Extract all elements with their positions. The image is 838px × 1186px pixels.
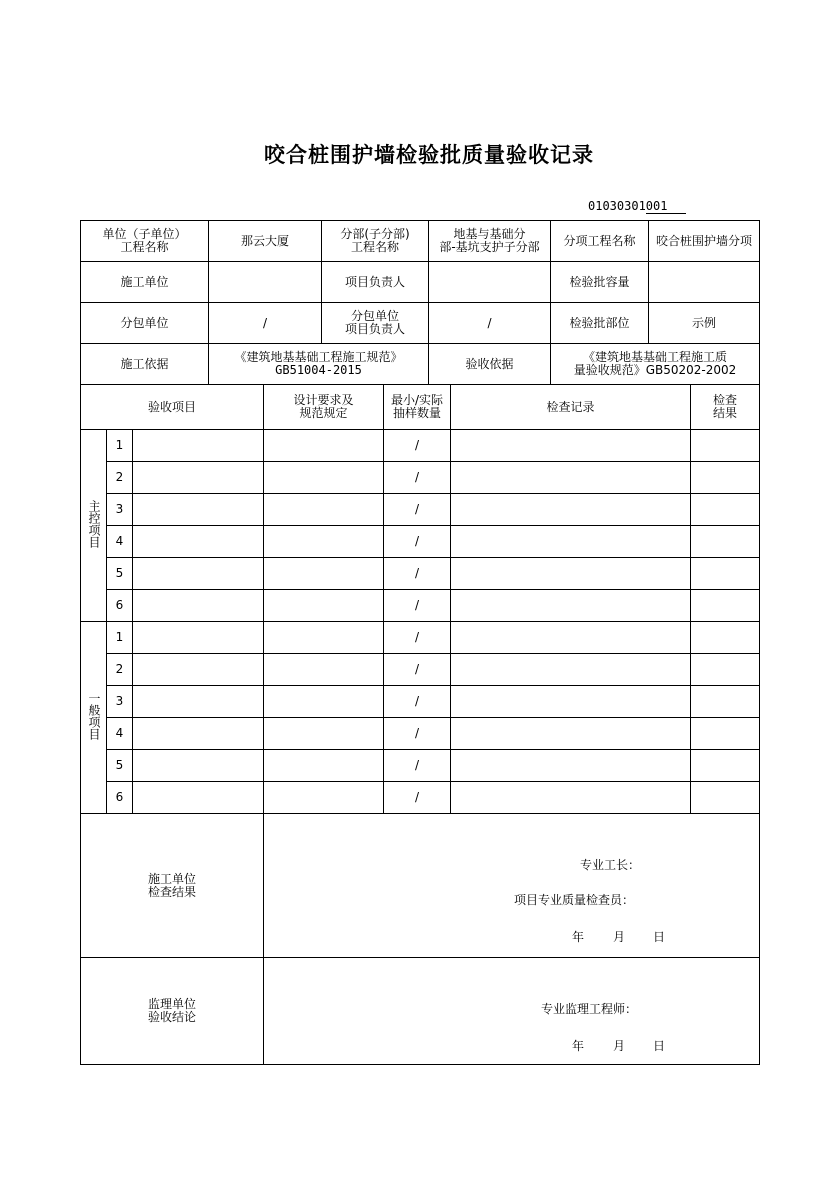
record-cell[interactable] bbox=[451, 686, 691, 718]
col-design-line2: 规范规定 bbox=[299, 406, 348, 420]
basis-value-line2: GB51004-2015 bbox=[275, 363, 362, 377]
item-name-value[interactable]: 咬合桩围护墙分项 bbox=[649, 221, 760, 262]
item-cell[interactable] bbox=[133, 558, 264, 590]
contractor-check-row bbox=[81, 814, 760, 958]
sub-pm-label bbox=[322, 303, 429, 344]
division-label-line2: 工程名称 bbox=[350, 240, 399, 254]
header-row-unit bbox=[81, 221, 760, 262]
supervisor-year-label: 年 bbox=[572, 1039, 585, 1053]
acceptance-basis-value[interactable] bbox=[551, 344, 760, 385]
unit-label-line2: 工程名称 bbox=[120, 240, 169, 254]
foreman-label: 专业工长： bbox=[580, 858, 641, 872]
sample-cell[interactable]: / bbox=[384, 622, 451, 654]
form-code bbox=[588, 199, 686, 214]
unit-name-value[interactable]: 那云大厦 bbox=[209, 221, 322, 262]
contractor-value[interactable] bbox=[209, 262, 322, 303]
col-sample-quantity bbox=[384, 385, 451, 430]
record-cell[interactable] bbox=[451, 430, 691, 462]
result-cell[interactable] bbox=[691, 622, 760, 654]
item-cell[interactable] bbox=[133, 750, 264, 782]
design-cell[interactable] bbox=[264, 718, 384, 750]
sub-pm-value[interactable]: / bbox=[429, 303, 551, 344]
form-code-prefix: 01030301 bbox=[588, 199, 646, 213]
header-row-subcontractor bbox=[81, 303, 760, 344]
main-control-group-label bbox=[81, 430, 107, 622]
header-row-basis bbox=[81, 344, 760, 385]
col-check-record: 检查记录 bbox=[451, 385, 691, 430]
subcontractor-value[interactable]: / bbox=[209, 303, 322, 344]
record-cell[interactable] bbox=[451, 558, 691, 590]
row-number: 4 bbox=[107, 526, 133, 558]
supervisor-check-content[interactable] bbox=[264, 958, 760, 1065]
item-cell[interactable] bbox=[133, 430, 264, 462]
col-check-result bbox=[691, 385, 760, 430]
result-cell[interactable] bbox=[691, 558, 760, 590]
item-cell[interactable] bbox=[133, 782, 264, 814]
col-design-requirement bbox=[264, 385, 384, 430]
col-inspection-item: 验收项目 bbox=[81, 385, 264, 430]
sample-cell[interactable]: / bbox=[384, 526, 451, 558]
unit-name-label bbox=[81, 221, 209, 262]
col-result-line2: 结果 bbox=[713, 406, 738, 420]
contractor-month-label: 月 bbox=[613, 930, 626, 944]
design-cell[interactable] bbox=[264, 654, 384, 686]
division-name-value[interactable] bbox=[429, 221, 551, 262]
design-cell[interactable] bbox=[264, 494, 384, 526]
result-cell[interactable] bbox=[691, 430, 760, 462]
table-row bbox=[81, 494, 760, 526]
row-number: 1 bbox=[107, 430, 133, 462]
supervisor-day-label: 日 bbox=[653, 1039, 666, 1053]
col-sample-line1: 最小/实际 bbox=[391, 393, 444, 407]
table-row bbox=[81, 782, 760, 814]
item-cell[interactable] bbox=[133, 494, 264, 526]
result-cell[interactable] bbox=[691, 654, 760, 686]
acceptance-value-line2: 量验收规范》GB50202-2002 bbox=[573, 363, 737, 377]
table-row bbox=[81, 750, 760, 782]
main-control-label-text: 主控项目 bbox=[87, 500, 101, 548]
row-number: 4 bbox=[107, 718, 133, 750]
supervisor-check-label-line1: 监理单位 bbox=[148, 997, 197, 1011]
record-cell[interactable] bbox=[451, 462, 691, 494]
record-cell[interactable] bbox=[451, 494, 691, 526]
result-cell[interactable] bbox=[691, 750, 760, 782]
contractor-check-content[interactable] bbox=[264, 814, 760, 958]
table-row bbox=[81, 430, 760, 462]
row-number: 2 bbox=[107, 462, 133, 494]
design-cell[interactable] bbox=[264, 558, 384, 590]
batch-location-value[interactable]: 示例 bbox=[649, 303, 760, 344]
row-number: 2 bbox=[107, 654, 133, 686]
column-header-row bbox=[81, 385, 760, 430]
item-cell[interactable] bbox=[133, 654, 264, 686]
record-cell[interactable] bbox=[451, 654, 691, 686]
table-row bbox=[81, 686, 760, 718]
sample-cell[interactable]: / bbox=[384, 462, 451, 494]
table-row bbox=[81, 718, 760, 750]
supervising-engineer-label: 专业监理工程师： bbox=[541, 1002, 638, 1016]
batch-location-label: 检验批部位 bbox=[551, 303, 649, 344]
design-cell[interactable] bbox=[264, 526, 384, 558]
basis-value-line1: 《建筑地基基础工程施工规范》 bbox=[234, 350, 403, 364]
inspection-table bbox=[80, 384, 760, 1065]
result-cell[interactable] bbox=[691, 782, 760, 814]
division-label-line1: 分部(子分部) bbox=[340, 227, 410, 241]
record-cell[interactable] bbox=[451, 718, 691, 750]
supervisor-check-row bbox=[81, 958, 760, 1065]
supervisor-month-label: 月 bbox=[613, 1039, 626, 1053]
quality-inspector-label: 项目专业质量检查员： bbox=[514, 893, 635, 907]
row-number: 5 bbox=[107, 558, 133, 590]
sub-pm-label-line2: 项目负责人 bbox=[344, 322, 405, 336]
design-cell[interactable] bbox=[264, 750, 384, 782]
sub-pm-label-line1: 分包单位 bbox=[350, 309, 399, 323]
sample-cell[interactable]: / bbox=[384, 494, 451, 526]
contractor-check-label bbox=[81, 814, 264, 958]
header-row-contractor bbox=[81, 262, 760, 303]
row-number: 3 bbox=[107, 686, 133, 718]
sample-cell[interactable]: / bbox=[384, 686, 451, 718]
form-code-suffix: 001 bbox=[646, 200, 686, 214]
sample-cell[interactable]: / bbox=[384, 590, 451, 622]
item-cell[interactable] bbox=[133, 718, 264, 750]
result-cell[interactable] bbox=[691, 494, 760, 526]
batch-capacity-label: 检验批容量 bbox=[551, 262, 649, 303]
sample-cell[interactable]: / bbox=[384, 558, 451, 590]
contractor-year-label: 年 bbox=[572, 930, 585, 944]
page-title: 咬合桩围护墙检验批质量验收记录 bbox=[264, 142, 594, 167]
col-sample-line2: 抽样数量 bbox=[393, 406, 442, 420]
header-info-table bbox=[80, 220, 760, 385]
project-manager-value[interactable] bbox=[429, 262, 551, 303]
contractor-label: 施工单位 bbox=[81, 262, 209, 303]
division-name-label bbox=[322, 221, 429, 262]
sample-cell[interactable]: / bbox=[384, 654, 451, 686]
design-cell[interactable] bbox=[264, 622, 384, 654]
acceptance-basis-label: 验收依据 bbox=[429, 344, 551, 385]
record-cell[interactable] bbox=[451, 782, 691, 814]
design-cell[interactable] bbox=[264, 782, 384, 814]
general-group-label bbox=[81, 622, 107, 814]
item-cell[interactable] bbox=[133, 526, 264, 558]
table-row bbox=[81, 462, 760, 494]
table-row bbox=[81, 526, 760, 558]
record-cell[interactable] bbox=[451, 590, 691, 622]
result-cell[interactable] bbox=[691, 526, 760, 558]
sample-cell[interactable]: / bbox=[384, 750, 451, 782]
sample-cell[interactable]: / bbox=[384, 718, 451, 750]
result-cell[interactable] bbox=[691, 590, 760, 622]
supervisor-check-label bbox=[81, 958, 264, 1065]
contractor-check-label-line1: 施工单位 bbox=[148, 871, 197, 886]
item-cell[interactable] bbox=[133, 462, 264, 494]
design-cell[interactable] bbox=[264, 462, 384, 494]
item-cell[interactable] bbox=[133, 622, 264, 654]
sample-cell[interactable]: / bbox=[384, 430, 451, 462]
col-result-line1: 检查 bbox=[713, 393, 738, 407]
table-row bbox=[81, 590, 760, 622]
table-row bbox=[81, 558, 760, 590]
acceptance-value-line1: 《建筑地基基础工程施工质 bbox=[582, 350, 727, 364]
row-number: 6 bbox=[107, 590, 133, 622]
contractor-day-label: 日 bbox=[653, 930, 666, 944]
design-cell[interactable] bbox=[264, 686, 384, 718]
item-name-label: 分项工程名称 bbox=[551, 221, 649, 262]
table-row bbox=[81, 622, 760, 654]
result-cell[interactable] bbox=[691, 686, 760, 718]
supervisor-check-label-line2: 验收结论 bbox=[148, 1010, 197, 1024]
design-cell[interactable] bbox=[264, 590, 384, 622]
item-cell[interactable] bbox=[133, 590, 264, 622]
item-cell[interactable] bbox=[133, 686, 264, 718]
result-cell[interactable] bbox=[691, 462, 760, 494]
unit-label-line1: 单位（子单位） bbox=[102, 227, 187, 241]
contractor-check-label-line2: 检查结果 bbox=[148, 884, 197, 899]
row-number: 3 bbox=[107, 494, 133, 526]
row-number: 6 bbox=[107, 782, 133, 814]
record-cell[interactable] bbox=[451, 622, 691, 654]
record-cell[interactable] bbox=[451, 526, 691, 558]
record-cell[interactable] bbox=[451, 750, 691, 782]
construction-basis-value[interactable] bbox=[209, 344, 429, 385]
design-cell[interactable] bbox=[264, 430, 384, 462]
subcontractor-label: 分包单位 bbox=[81, 303, 209, 344]
row-number: 5 bbox=[107, 750, 133, 782]
construction-basis-label: 施工依据 bbox=[81, 344, 209, 385]
division-value-line2: 部-基坑支护子分部 bbox=[439, 240, 540, 254]
general-label-text: 一般项目 bbox=[87, 692, 101, 740]
division-value-line1: 地基与基础分 bbox=[453, 227, 526, 241]
result-cell[interactable] bbox=[691, 718, 760, 750]
batch-capacity-value[interactable] bbox=[649, 262, 760, 303]
col-design-line1: 设计要求及 bbox=[293, 393, 354, 407]
sample-cell[interactable]: / bbox=[384, 782, 451, 814]
table-row bbox=[81, 654, 760, 686]
row-number: 1 bbox=[107, 622, 133, 654]
project-manager-label: 项目负责人 bbox=[322, 262, 429, 303]
